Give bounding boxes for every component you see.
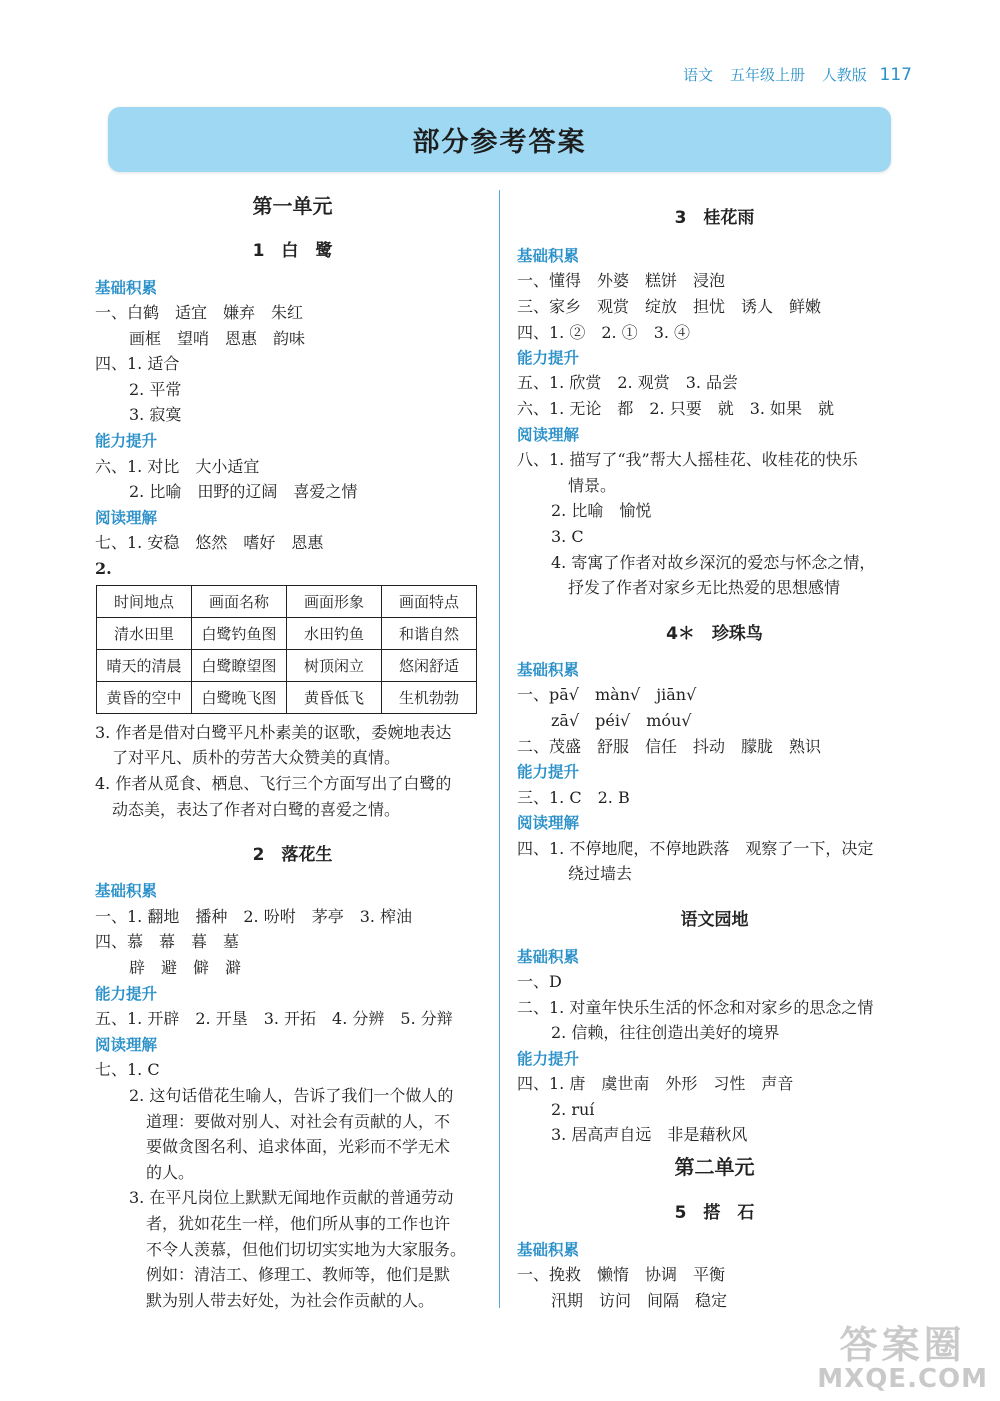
- answer-line: 3. 居高声自远 非是藉秋风: [551, 1125, 748, 1144]
- answer-line: 一、懂得 外婆 糕饼 浸泡: [517, 271, 726, 290]
- banner-title: 部分参考答案: [412, 127, 587, 158]
- table-cell: 和谐自然: [382, 618, 477, 650]
- lesson-title: 3 桂花雨: [674, 208, 755, 228]
- section-heading: 能力提升: [95, 432, 158, 450]
- answer-line: 情景。: [568, 476, 617, 495]
- answer-line: 2. 这句话借花生喻人，告诉了我们一个做人的: [129, 1086, 454, 1105]
- answer-line: 道理：要做对别人、对社会有贡献的人，不: [146, 1112, 451, 1131]
- answer-line: 一、pā√ màn√ jiān√: [517, 685, 697, 704]
- section-heading: 阅读理解: [95, 1036, 158, 1054]
- answer-line: 四、1. 适合: [95, 354, 180, 373]
- answer-line: 五、1. 欣赏 2. 观赏 3. 品尝: [517, 373, 739, 392]
- table-row: [97, 682, 477, 714]
- answer-line: 二、1. 对童年快乐生活的怀念和对家乡的思念之情: [517, 998, 874, 1017]
- answer-line: 一、D: [517, 972, 562, 991]
- lesson-title: 语文园地: [680, 910, 749, 930]
- table-cell: 白鹭钓鱼图: [192, 618, 287, 650]
- table-cell: 悠闲舒适: [382, 650, 477, 682]
- answer-line: zā√ péi√ móu√: [551, 711, 692, 730]
- answer-line: 3. C: [551, 527, 584, 546]
- answer-line: 七、1. 安稳 悠然 嗜好 恩惠: [95, 533, 324, 552]
- section-heading: 基础积累: [95, 882, 158, 900]
- lesson-title: 5 搭 石: [674, 1203, 755, 1223]
- table-row: [97, 586, 477, 618]
- answer-line: 的人。: [146, 1163, 195, 1182]
- answer-line: 2.: [95, 559, 112, 578]
- unit-title: 第一单元: [252, 194, 333, 218]
- answer-line: 不令人羡慕，但他们切切实实地为大家服务。: [146, 1240, 467, 1259]
- answer-line: 画框 望哨 恩惠 韵味: [129, 329, 306, 348]
- table-cell: 白鹭晚飞图: [192, 682, 287, 714]
- answer-line: 五、1. 开辟 2. 开垦 3. 开拓 4. 分辨 5. 分辩: [95, 1009, 453, 1028]
- column-divider: [499, 190, 500, 1308]
- watermark-url: MXQE.COM: [817, 1364, 988, 1394]
- table-cell: 画面形象: [287, 586, 382, 618]
- answer-line: 八、1. 描写了“我”帮大人摇桂花、收桂花的快乐: [517, 450, 858, 469]
- watermark: [817, 1325, 988, 1393]
- table-cell: 画面名称: [192, 586, 287, 618]
- section-heading: 阅读理解: [517, 426, 580, 444]
- answer-line: 七、1. C: [95, 1060, 160, 1079]
- answer-line: 2. 平常: [129, 380, 182, 399]
- page-header: [671, 64, 912, 85]
- answer-line: 2. 比喻 愉悦: [551, 501, 652, 520]
- table-row: [97, 618, 477, 650]
- answer-line: 要做贪图名利、追求体面，光彩而不学无术: [146, 1137, 451, 1156]
- lesson-title: 4＊ 珍珠鸟: [666, 624, 763, 644]
- answer-line: 六、1. 对比 大小适宜: [95, 457, 260, 476]
- section-heading: 能力提升: [517, 763, 580, 781]
- answer-line: 四、1. ② 2. ① 3. ④: [517, 323, 691, 342]
- table-cell: 画面特点: [382, 586, 477, 618]
- answer-line: 3. 寂寞: [129, 405, 182, 424]
- section-heading: 基础积累: [517, 1241, 580, 1259]
- answer-line: 默为别人带去好处，为社会作贡献的人。: [146, 1291, 435, 1310]
- watermark-logo-text: 答案圈: [839, 1323, 966, 1367]
- answer-line: 三、家乡 观赏 绽放 担忧 诱人 鲜嫩: [517, 297, 822, 316]
- section-heading: 能力提升: [95, 985, 158, 1003]
- answer-line: 了对平凡、质朴的劳苦大众赞美的真情。: [112, 748, 401, 767]
- answer-line: 一、1. 翻地 播种 2. 吩咐 茅亭 3. 榨油: [95, 907, 413, 926]
- answer-line: 动态美，表达了作者对白鹭的喜爱之情。: [112, 800, 401, 819]
- answer-line: 辟 避 僻 澼: [129, 958, 242, 977]
- section-heading: 基础积累: [517, 661, 580, 679]
- lesson-title: 1 白 鹭: [252, 241, 333, 261]
- answer-line: 4. 寄寓了作者对故乡深沉的爱恋与怀念之情，: [551, 553, 876, 572]
- answer-line: 一、白鹤 适宜 嫌弃 朱红: [95, 303, 304, 322]
- answer-line: 者，犹如花生一样，他们所从事的工作也许: [146, 1214, 451, 1233]
- table-cell: 时间地点: [97, 586, 192, 618]
- section-heading: 基础积累: [95, 279, 158, 297]
- table-cell: 白鹭瞭望图: [192, 650, 287, 682]
- answer-line: 汛期 访问 间隔 稳定: [551, 1291, 728, 1310]
- table-cell: 黄昏的空中: [97, 682, 192, 714]
- answer-line: 四、慕 幕 暮 墓: [95, 932, 240, 951]
- section-heading: 能力提升: [517, 1050, 580, 1068]
- header-edition: 人教版: [821, 66, 867, 84]
- answer-line: 一、挽救 懒惰 协调 平衡: [517, 1265, 726, 1284]
- answer-table: [96, 585, 477, 714]
- section-heading: 阅读理解: [517, 814, 580, 832]
- answer-line: 二、茂盛 舒服 信任 抖动 朦胧 熟识: [517, 737, 822, 756]
- header-grade: 五年级上册: [729, 66, 805, 84]
- answer-line: 三、1. C 2. B: [517, 788, 630, 807]
- table-cell: 清水田里: [97, 618, 192, 650]
- answer-line: 2. 信赖，往往创造出美好的境界: [551, 1023, 780, 1042]
- answer-line: 2. 比喻 田野的辽阔 喜爱之情: [129, 482, 358, 501]
- section-heading: 阅读理解: [95, 509, 158, 527]
- answer-line: 3. 作者是借对白鹭平凡朴素美的讴歌，委婉地表达: [95, 723, 452, 742]
- table-row: [97, 650, 477, 682]
- section-heading: 基础积累: [517, 948, 580, 966]
- answer-line: 四、1. 不停地爬，不停地跌落 观察了一下，决定: [517, 839, 874, 858]
- unit-title: 第二单元: [674, 1155, 755, 1179]
- page-number: 117: [879, 65, 912, 85]
- answer-line: 3. 在平凡岗位上默默无闻地作贡献的普通劳动: [129, 1188, 454, 1207]
- table-cell: 晴天的清晨: [97, 650, 192, 682]
- answer-line: 4. 作者从觅食、栖息、飞行三个方面写出了白鹭的: [95, 774, 452, 793]
- answer-line: 四、1. 唐 虞世南 外形 习性 声音: [517, 1074, 794, 1093]
- header-subject: 语文: [683, 66, 714, 84]
- table-cell: 黄昏低飞: [287, 682, 382, 714]
- answer-line: 抒发了作者对家乡无比热爱的思想感情: [568, 578, 841, 597]
- section-heading: 基础积累: [517, 247, 580, 265]
- title-banner: [108, 107, 891, 172]
- answer-line: 例如：清洁工、修理工、教师等，他们是默: [146, 1265, 451, 1284]
- section-heading: 能力提升: [517, 349, 580, 367]
- table-cell: 生机勃勃: [382, 682, 477, 714]
- answer-line: 六、1. 无论 都 2. 只要 就 3. 如果 就: [517, 399, 835, 418]
- table-cell: 树顶闲立: [287, 650, 382, 682]
- table-cell: 水田钓鱼: [287, 618, 382, 650]
- answer-line: 2. ruí: [551, 1100, 595, 1119]
- lesson-title: 2 落花生: [252, 845, 333, 865]
- answer-line: 绕过墙去: [568, 864, 633, 883]
